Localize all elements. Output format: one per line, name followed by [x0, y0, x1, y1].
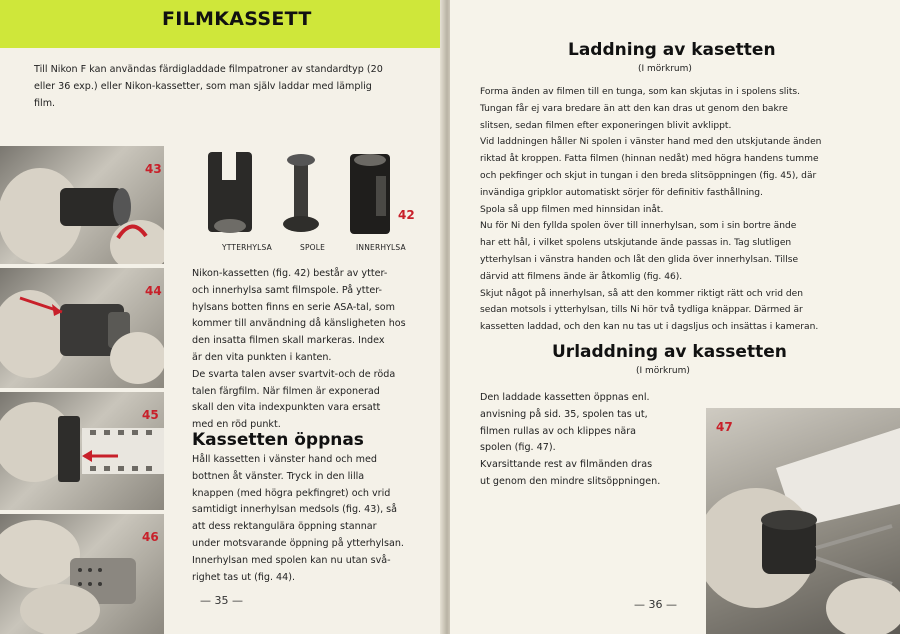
text-line: talen färgfilm. När filmen är exponerad	[192, 385, 380, 397]
section-heading: Laddning av kasetten	[568, 40, 776, 60]
figure-number: 47	[716, 420, 733, 434]
page-title: FILMKASSETT	[162, 8, 312, 30]
left-page	[0, 0, 444, 634]
caption-innerhylsa: INNERHYLSA	[356, 243, 406, 252]
text-line: spolen (fig. 47).	[480, 442, 556, 454]
caption-spole: SPOLE	[300, 243, 326, 252]
text-line: Håll kassetten i vänster hand och med	[192, 454, 377, 465]
figure-44-photo	[0, 268, 164, 388]
text-line: invändiga gripklor automatiskt sörjer för definitiv fasthållning.	[480, 187, 763, 198]
text-line: Till Nikon F kan användas färdigladdade filmpatroner av standardtyp (20	[34, 64, 383, 75]
text-line: under motsvarande öppning på ytterhylsan.	[192, 537, 404, 549]
text-line: Vid laddningen håller Ni spolen i vänster hand med den utskjutande änden	[480, 137, 822, 148]
text-line: därvid att filmens ände är åtkomlig (fig. 46).	[480, 271, 683, 282]
text-line: Nikon-kassetten (fig. 42) består av ytter-	[192, 268, 388, 279]
unloading-paragraph	[480, 390, 696, 491]
text-line: samtidigt innerhylsan medsols (fig. 43), så	[192, 504, 398, 516]
cassette-opening-illustration	[0, 268, 164, 388]
cutting-film-illustration	[706, 408, 900, 634]
text-line: anvisning på sid. 35, spolen tas ut,	[480, 408, 648, 420]
text-line: sedan motsols i ytterhylsan, tills Ni hör två tydliga knäppar. Därmed är	[480, 305, 803, 316]
assembled-cassette-illustration	[0, 514, 164, 634]
text-line: Forma änden av filmen till en tunga, som kan skjutas in i spolens slits.	[480, 87, 801, 97]
page-number: — 36 —	[634, 598, 677, 611]
text-line: Tungan får ej vara bredare än att den kan dras ut genom den bakre	[480, 103, 788, 114]
figure-number: 45	[142, 408, 159, 422]
description-paragraph	[192, 266, 412, 434]
text-line: och pekfinger och skjut in tungan i den breda slitsöppningen (fig. 45), där	[480, 170, 817, 181]
text-line: skall den vita indexpunkten vara ersatt	[192, 402, 381, 414]
section-subtitle: (I mörkrum)	[636, 366, 690, 376]
text-line: att dess rektangulära öppning stannar	[192, 521, 377, 533]
text-line: slitsen, sedan filmen efter exponeringen blivit avklippt.	[480, 120, 732, 131]
film-threading-illustration	[0, 392, 164, 510]
figure-number: 43	[145, 162, 162, 176]
hand-holding-cassette-illustration	[0, 146, 164, 264]
text-line: och innerhylsa samt filmspole. På ytter-	[192, 284, 383, 296]
text-line: eller 36 exp.) eller Nikon-kassetter, som man själv laddar med lämplig	[34, 80, 372, 92]
text-line: film.	[34, 97, 56, 109]
text-line: bottnen åt vänster. Tryck in den lilla	[192, 470, 365, 482]
text-line: ytterhylsan i vänstra handen och låt den glida över innerhylsan. Tillse	[480, 254, 799, 265]
text-line: ut genom den mindre slitsöppningen.	[480, 475, 661, 487]
text-line: Skjut något på innerhylsan, så att den kommer riktigt rätt och vrid den	[480, 288, 804, 299]
intro-paragraph	[34, 62, 412, 112]
text-line: righet tas ut (fig. 44).	[192, 571, 296, 583]
text-line: hylsans botten finns en serie ASA-tal, som	[192, 301, 395, 313]
text-line: Den laddade kassetten öppnas enl.	[480, 392, 650, 403]
spole-shape	[294, 160, 308, 222]
text-line: filmen rullas av och klippes nära	[480, 425, 637, 437]
caption-ytterhylsa: YTTERHYLSA	[222, 243, 272, 252]
text-line: Innerhylsan med spolen kan nu utan svå-	[192, 554, 391, 566]
text-line: har ett hål, i vilket spolens utskjutande ände passas in. Tag slutligen	[480, 238, 792, 249]
text-line: knappen (med högra pekfingret) och vrid	[192, 487, 391, 499]
loading-paragraph	[480, 84, 852, 336]
figure-number: 42	[398, 208, 415, 222]
text-line: De svarta talen avser svartvit-och de röda	[192, 368, 396, 380]
page-number: — 35 —	[200, 594, 243, 607]
text-line: Kvarsittande rest av filmänden dras	[480, 459, 653, 471]
section-heading: Urladdning av kassetten	[552, 342, 787, 362]
figure-45-photo	[0, 392, 164, 510]
figure-43-photo	[0, 146, 164, 264]
figure-42-cassette-parts	[200, 146, 420, 242]
text-line: är den vita punkten i kanten.	[192, 351, 332, 363]
section-subtitle: (I mörkrum)	[638, 64, 692, 74]
figure-47-photo	[706, 408, 900, 634]
text-line: Nu för Ni den fyllda spolen över till innerhylsan, som i sin bortre ände	[480, 221, 797, 232]
text-line: med en röd punkt.	[192, 419, 281, 431]
instruction-paragraph	[192, 452, 412, 586]
text-line: kassetten laddad, och den kan nu tas ut i dagsljus och insättas i kameran.	[480, 322, 819, 333]
text-line: riktad åt kroppen. Fatta filmen (hinnan nedåt) med högra handens tumme	[480, 154, 819, 165]
text-line: den insatta filmen skall markeras. Index	[192, 335, 385, 347]
text-line: kommer till användning då känsligheten hos	[192, 318, 406, 330]
figure-number: 44	[145, 284, 162, 298]
right-page	[450, 0, 900, 634]
figure-number: 46	[142, 530, 159, 544]
section-heading: Kassetten öppnas	[192, 430, 364, 450]
figure-46-photo	[0, 514, 164, 634]
text-line: Spola så upp filmen med hinnsidan inåt.	[480, 204, 664, 215]
